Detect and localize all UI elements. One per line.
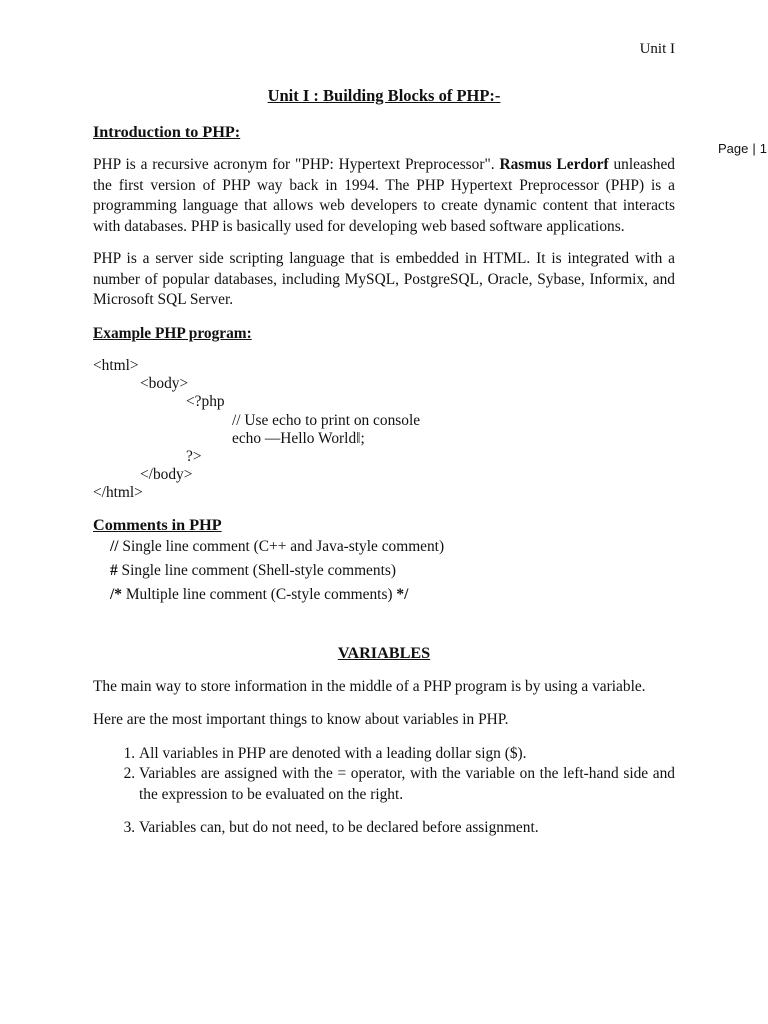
code-example [93, 357, 675, 503]
code-line: <body> [140, 375, 189, 393]
comments-list [93, 535, 675, 607]
comment-item [93, 583, 675, 607]
comment-marker: // [110, 537, 119, 555]
intro-para1-bold-name: Rasmus Lerdorf [499, 156, 609, 173]
page-number [718, 141, 767, 156]
page-word: Page [718, 141, 749, 156]
header-unit-label: Unit I [639, 41, 675, 57]
variables-heading: VARIABLES [337, 643, 431, 662]
intro-para1-start: PHP is a recursive acronym for "PHP: Hypertext Preprocessor". [93, 156, 500, 173]
intro-heading: Introduction to PHP: [93, 123, 241, 141]
variables-paragraph-1: The main way to store information in the middle of a PHP program is by using a variable. [93, 677, 646, 695]
list-item: 3. Variables can, but do not need, to be declared before assignment. [139, 818, 675, 839]
variables-list [93, 744, 675, 839]
code-line: </body> [140, 466, 193, 484]
code-line: <html> [93, 357, 139, 374]
comment-text: Single line comment (C++ and Java-style comment) [118, 537, 445, 555]
code-line: </html> [93, 484, 143, 502]
page-separator: | [752, 141, 756, 156]
code-line: ?> [186, 448, 202, 466]
intro-paragraph-2: PHP is a server side scripting language that is embedded in HTML. It is integrated with a number of popular databases, including MySQL, PostgreSQL, Oracle, Sybase, Informix, and Microsoft SQL Server. [93, 250, 675, 308]
code-line: echo ―Hello World‖; [232, 429, 365, 447]
code-line: <?php [186, 393, 225, 411]
intro-para1-end: unleashed the first version of PHP way back in 1994. The PHP Hypertext Preprocessor (PHP) is a programming language that allows web developers to create dynamic content that interacts with databases. PHP is basically used for developing web based software applications. [93, 156, 676, 235]
document-body [93, 86, 675, 839]
variables-paragraph-2: Here are the most important things to know about variables in PHP. [93, 711, 509, 729]
comment-text: Multiple line comment (C-style comments) [121, 585, 397, 603]
document-title: Unit I : Building Blocks of PHP:- [267, 86, 501, 105]
comment-item [93, 559, 675, 583]
list-item: 2. Variables are assigned with the = operator, with the variable on the left-hand side and the expression to be evaluated on the right. [139, 764, 675, 805]
comments-heading: Comments in PHP [93, 515, 222, 534]
comment-marker: # [110, 561, 118, 579]
comment-item [93, 535, 675, 559]
comment-marker: /* [110, 585, 122, 603]
comment-end-marker: */ [396, 585, 409, 603]
comment-text: Single line comment (Shell-style comments) [117, 561, 396, 579]
page-number-value: 1 [759, 141, 767, 156]
example-heading: Example PHP program: [93, 324, 252, 342]
intro-paragraph-1 [93, 155, 675, 237]
list-item: 1. All variables in PHP are denoted with a leading dollar sign ($). [139, 744, 675, 765]
code-line: // Use echo to print on console [232, 411, 421, 429]
